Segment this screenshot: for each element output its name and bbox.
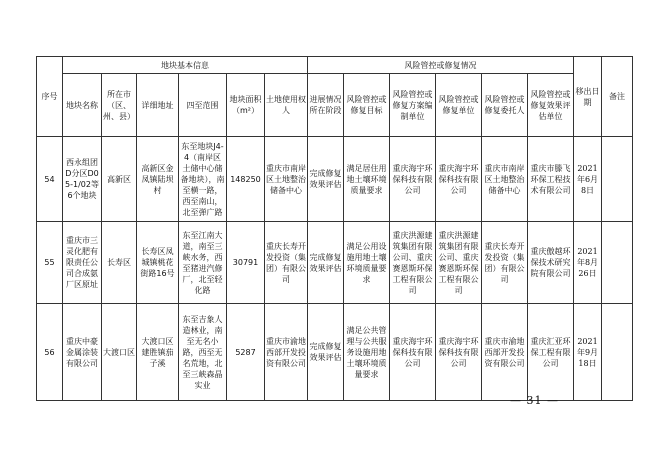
- cell-date: 2021年9月18日: [574, 304, 602, 401]
- group-basic-info: 地块基本信息: [63, 57, 308, 74]
- cell-bounds: 东至江南大道，南至三峡水务，西至猪进汽修厂，北至轻化路: [179, 222, 227, 304]
- cell-district: 大渡口区: [102, 304, 137, 401]
- cell-area: 30791: [227, 222, 265, 304]
- table-row: [37, 137, 633, 222]
- cell-seq: 56: [37, 304, 63, 401]
- col-goal: 风险管控或修复目标: [344, 74, 390, 137]
- col-owner: 土地使用权人: [265, 74, 308, 137]
- col-seq: 序号: [37, 57, 63, 137]
- cell-plan-unit: 重庆洪源建筑集团有限公司、重庆赛恩斯环保工程有限公司: [390, 222, 436, 304]
- col-address: 详细地址: [137, 74, 179, 137]
- cell-exec-unit: 重庆海宇环保科技有限公司: [436, 304, 482, 401]
- table-row: [37, 304, 633, 401]
- col-eval-unit: 风险管控或修复效果评估单位: [528, 74, 574, 137]
- cell-date: 2021年6月8日: [574, 137, 602, 222]
- group-risk-control: 风险管控或修复情况: [308, 57, 574, 74]
- cell-stage: 完成修复效果评估: [308, 304, 344, 401]
- cell-goal: 满足公用设施用地土壤环境质量要求: [344, 222, 390, 304]
- cell-name: 重庆中豪金属涂装有限公司: [63, 304, 102, 401]
- cell-goal: 满足居住用地土壤环境质量要求: [344, 137, 390, 222]
- col-area: 地块面积（m²）: [227, 74, 265, 137]
- cell-address: 长寿区凤城镇桃花街路16号: [137, 222, 179, 304]
- col-remark: 备注: [602, 57, 633, 137]
- col-exec-unit: 风险管控或修复单位: [436, 74, 482, 137]
- cell-remark: [602, 137, 633, 222]
- cell-bounds: 东至吉象人造林业，南至无名小路，西至无名荒地，北至三峡森晶实业: [179, 304, 227, 401]
- cell-area: 5287: [227, 304, 265, 401]
- cell-owner: 重庆长寿开发投资（集团）有限公司: [265, 222, 308, 304]
- cell-address: 高新区金凤镇陆坝村: [137, 137, 179, 222]
- table-row: [37, 222, 633, 304]
- cell-eval-unit: 重庆傲越环保技术研究院有限公司: [528, 222, 574, 304]
- cell-seq: 54: [37, 137, 63, 222]
- cell-seq: 55: [37, 222, 63, 304]
- cell-date: 2021年8月26日: [574, 222, 602, 304]
- site-list-table: [36, 56, 633, 401]
- cell-eval-unit: 重庆市滕飞环保工程技术有限公司: [528, 137, 574, 222]
- cell-bounds: 东至地块J4-4（南岸区土储中心储备地块），南至横一路，西至南山，北至弹广路: [179, 137, 227, 222]
- cell-name: 西永组团D分区D05-1/02等6个地块: [63, 137, 102, 222]
- cell-client: 重庆市南岸区土地整治储备中心: [482, 137, 528, 222]
- cell-eval-unit: 重庆汇亚环保工程有限公司: [528, 304, 574, 401]
- cell-owner: 重庆市南岸区土地整治储备中心: [265, 137, 308, 222]
- cell-district: 高新区: [102, 137, 137, 222]
- col-district: 所在市（区、州、县）: [102, 74, 137, 137]
- page-number: — 31 —: [510, 394, 559, 407]
- cell-name: 重庆市三灵化肥有限责任公司合成氨厂区原址: [63, 222, 102, 304]
- cell-plan-unit: 重庆海宇环保科技有限公司: [390, 137, 436, 222]
- col-stage: 进展情况所在阶段: [308, 74, 344, 137]
- cell-area: 148250: [227, 137, 265, 222]
- cell-client: 重庆市渝地西部开发投资有限公司: [482, 304, 528, 401]
- cell-goal: 满足公共管理与公共服务设施用地土壤环境质量要求: [344, 304, 390, 401]
- cell-owner: 重庆市渝地西部开发投资有限公司: [265, 304, 308, 401]
- cell-exec-unit: 重庆海宇环保科技有限公司: [436, 137, 482, 222]
- col-plan-unit: 风险管控或修复方案编制单位: [390, 74, 436, 137]
- col-name: 地块名称: [63, 74, 102, 137]
- cell-remark: [602, 304, 633, 401]
- col-migrate-date: 移出日期: [574, 57, 602, 137]
- cell-stage: 完成修复效果评估: [308, 137, 344, 222]
- cell-plan-unit: 重庆海宇环保科技有限公司: [390, 304, 436, 401]
- cell-stage: 完成修复效果评估: [308, 222, 344, 304]
- cell-exec-unit: 重庆洪源建筑集团有限公司、重庆赛恩斯环保工程有限公司: [436, 222, 482, 304]
- cell-remark: [602, 222, 633, 304]
- col-bounds: 四至范围: [179, 74, 227, 137]
- col-client: 风险管控或修复委托人: [482, 74, 528, 137]
- cell-address: 大渡口区建胜镇茄子溪: [137, 304, 179, 401]
- cell-client: 重庆长寿开发投资（集团）有限公司: [482, 222, 528, 304]
- cell-district: 长寿区: [102, 222, 137, 304]
